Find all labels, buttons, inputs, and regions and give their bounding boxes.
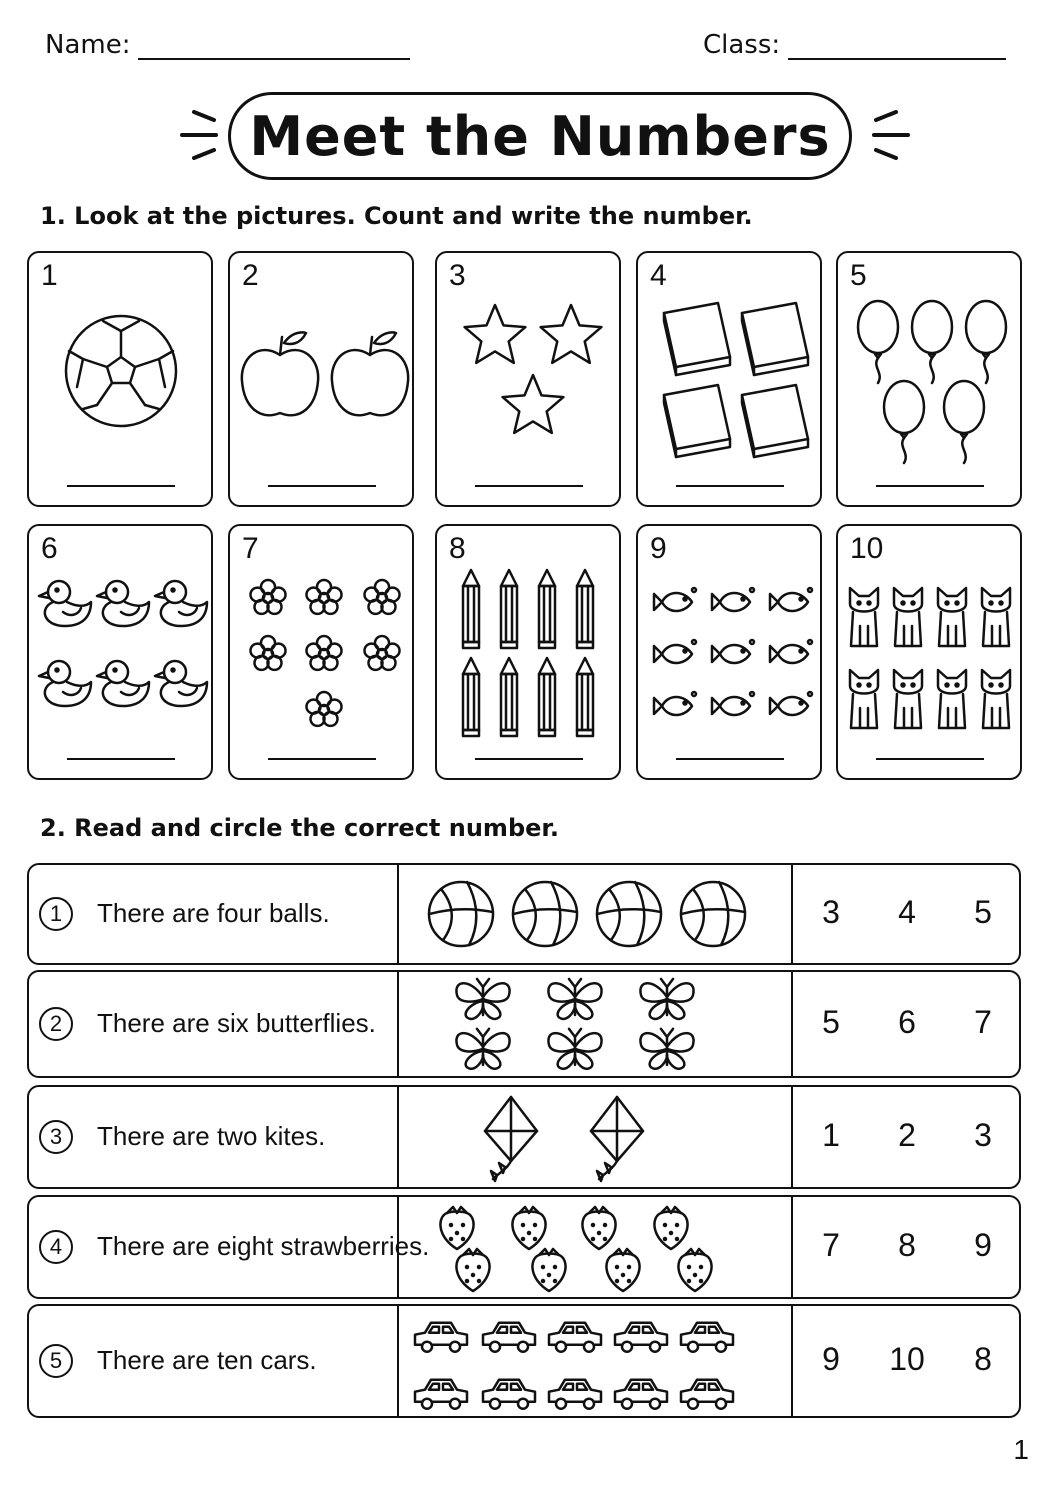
row-sentence: There are ten cars. [97, 1345, 317, 1375]
row-index-badge: 3 [39, 1120, 73, 1154]
answer-blank[interactable] [67, 485, 175, 487]
count-card-1 [27, 251, 213, 507]
card-number: 10 [850, 532, 884, 565]
car-icon [399, 1306, 791, 1416]
circle-row-3 [27, 1085, 1021, 1189]
name-label: Name: [45, 30, 131, 60]
option-3[interactable]: 3 [974, 1117, 992, 1153]
circle-row-4 [27, 1195, 1021, 1299]
option-5[interactable]: 5 [822, 1004, 840, 1040]
option-3[interactable]: 3 [822, 894, 840, 930]
card-number: 8 [449, 532, 466, 565]
row-index-badge: 1 [39, 897, 73, 931]
count-card-9 [636, 524, 822, 780]
count-card-8 [435, 524, 621, 780]
answer-options [793, 894, 1021, 931]
class-label: Class: [703, 30, 781, 60]
count-card-4 [636, 251, 822, 507]
option-8[interactable]: 8 [898, 1227, 916, 1263]
option-7[interactable]: 7 [822, 1227, 840, 1263]
left-burst-decoration [176, 100, 226, 170]
section-2-title: 2. Read and circle the correct number. [40, 814, 559, 842]
count-card-3 [435, 251, 621, 507]
answer-blank[interactable] [876, 485, 984, 487]
row-index-badge: 5 [39, 1344, 73, 1378]
option-10[interactable]: 10 [889, 1341, 925, 1377]
option-9[interactable]: 9 [974, 1227, 992, 1263]
section-1-title: 1. Look at the pictures. Count and write the number. [40, 202, 753, 230]
card-number: 7 [242, 532, 259, 565]
answer-blank[interactable] [268, 485, 376, 487]
answer-blank[interactable] [676, 758, 784, 760]
option-5[interactable]: 5 [974, 894, 992, 930]
count-card-5 [836, 251, 1022, 507]
row-index-badge: 4 [39, 1230, 73, 1264]
card-number: 2 [242, 259, 259, 292]
row-sentence: There are six butterflies. [97, 1008, 376, 1038]
card-number: 3 [449, 259, 466, 292]
answer-blank[interactable] [268, 758, 376, 760]
option-2[interactable]: 2 [898, 1117, 916, 1153]
circle-row-5 [27, 1304, 1021, 1418]
row-sentence: There are two kites. [97, 1121, 326, 1151]
option-9[interactable]: 9 [822, 1341, 840, 1377]
answer-options [793, 1341, 1021, 1378]
count-card-6 [27, 524, 213, 780]
card-number: 4 [650, 259, 667, 292]
option-8[interactable]: 8 [974, 1341, 992, 1377]
answer-options [793, 1004, 1021, 1041]
option-7[interactable]: 7 [974, 1004, 992, 1040]
beach-ball-icon [399, 865, 791, 963]
answer-blank[interactable] [67, 758, 175, 760]
worksheet-title: Meet the Numbers [228, 92, 852, 180]
answer-blank[interactable] [676, 485, 784, 487]
row-sentence: There are four balls. [97, 898, 330, 928]
card-number: 1 [41, 259, 58, 292]
name-blank[interactable] [138, 34, 410, 60]
page-number: 1 [1013, 1434, 1029, 1465]
answer-blank[interactable] [475, 758, 583, 760]
option-1[interactable]: 1 [822, 1117, 840, 1153]
count-card-7 [228, 524, 414, 780]
answer-options [793, 1117, 1021, 1154]
option-4[interactable]: 4 [898, 894, 916, 930]
count-card-10 [836, 524, 1022, 780]
class-field[interactable] [703, 30, 1006, 60]
row-index-badge: 2 [39, 1007, 73, 1041]
name-field[interactable] [45, 30, 410, 60]
butterfly-icon [399, 972, 791, 1076]
card-number: 6 [41, 532, 58, 565]
kite-icon [399, 1087, 791, 1187]
class-blank[interactable] [788, 34, 1006, 60]
count-card-2 [228, 251, 414, 507]
answer-blank[interactable] [475, 485, 583, 487]
option-6[interactable]: 6 [898, 1004, 916, 1040]
right-burst-decoration [864, 100, 914, 170]
circle-row-2 [27, 970, 1021, 1078]
answer-options [793, 1227, 1021, 1264]
answer-blank[interactable] [876, 758, 984, 760]
strawberry-icon [399, 1197, 791, 1297]
card-number: 9 [650, 532, 667, 565]
card-number: 5 [850, 259, 867, 292]
row-sentence: There are eight strawberries. [97, 1231, 430, 1261]
circle-row-1 [27, 863, 1021, 965]
